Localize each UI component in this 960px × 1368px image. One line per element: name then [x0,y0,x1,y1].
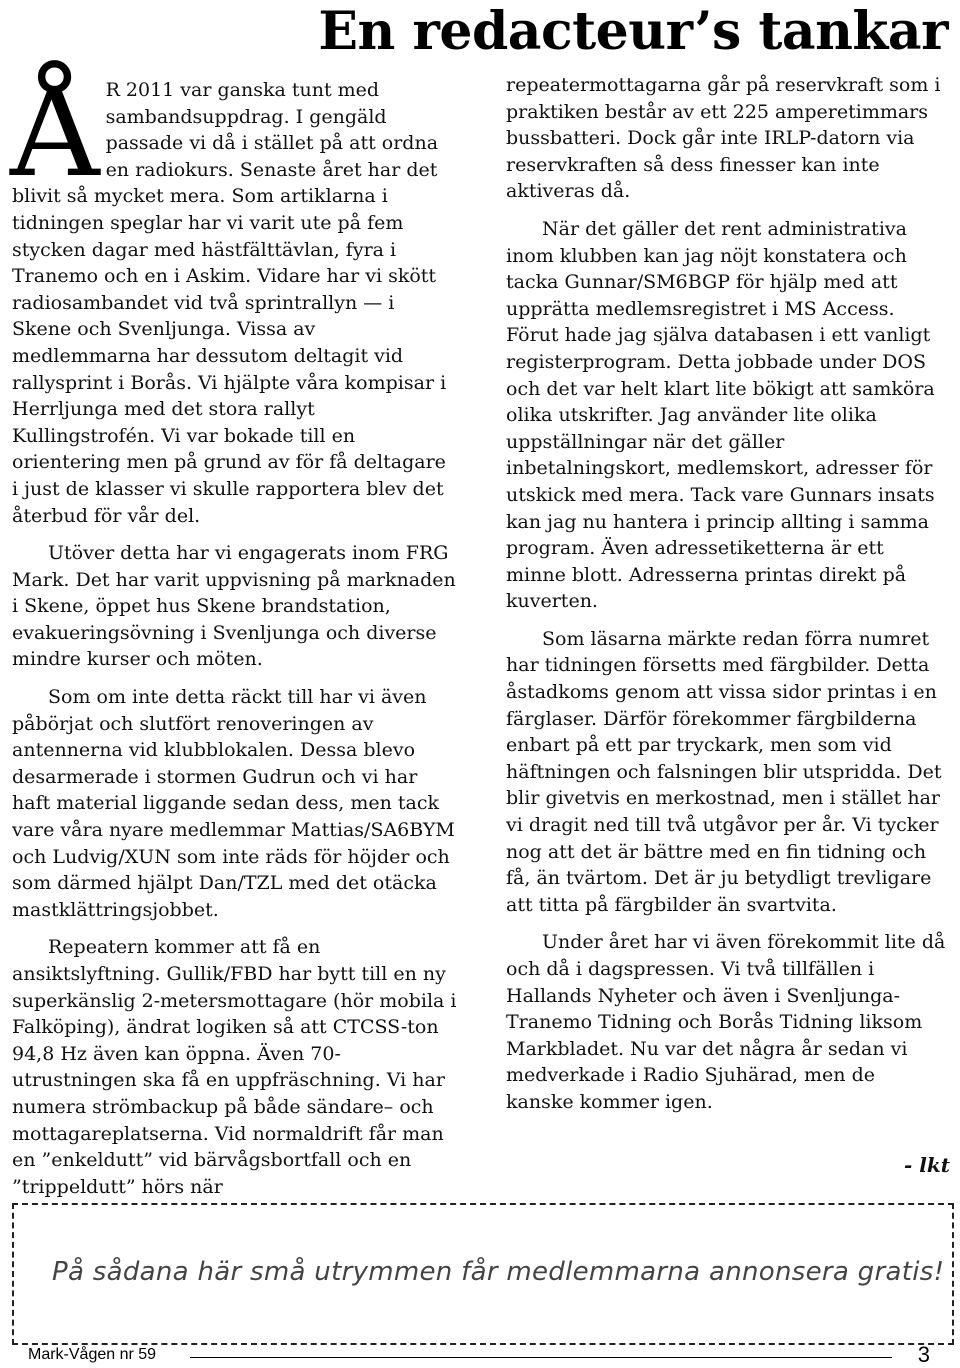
article-paragraph [10,61,458,529]
author-signature: - lkt [904,1153,950,1177]
paragraph-text: R 2011 var ganska tunt med sambandsuppdrag. I gengäld passade vi då i stället på att ordna en radiokurs. Senaste året har det blivit så mycket mera. Som artiklarna i tidningen speglar har vi varit ute på fem stycken dagar med hästfälttävlan, fyra i Tranemo och en i Askim. Vidare har vi skött radiosambandet vid två sprintrallyn — i Skene och Svenljunga. Vissa av medlemmarna har dessutom deltagit vid rallysprint i Borås. Vi hjälpte våra kompisar i Herrljunga med det stora rallyt Kullingstrofén. Vi var bokade till en orientering men på grund av för få deltagare i just de klasser vi skulle rapportera blev det återbud för vår del. [12,79,447,527]
footer-publication: Mark-Vågen nr 59 [28,1346,157,1363]
drop-cap: Å [10,61,100,205]
page-number: 3 [917,1342,930,1367]
article-paragraph: När det gäller det rent administrativa inom klubben kan jag nöjt konstatera och tacka Gunnar/SM6BGP för hjälp med att upprätta medlemsregistret i MS Access. Förut hade jag själva databasen i ett vanligt registerprogram. Detta jobbade under DOS och det var helt klart lite bökigt att samköra olika utskrifter. Jag använder lite olika uppställningar när det gäller inbetalningskort, medlemskort, adresser för utskick med mera. Tack vare Gunnars insats kan jag nu hantera i princip allting i samma program. Även adressetiketterna är ett minne blott. Adresserna printas direkt på kuverten. [506,217,935,613]
article-title: En redacteur’s tankar [318,1,948,62]
article-paragraph: repeatermottagarna går på reservkraft som i praktiken består av ett 225 amperetimmars bussbatteri. Dock går inte IRLP-datorn via reservkraften så dess finesser kan inte aktiveras då. [506,74,941,203]
article-paragraph: Repeatern kommer att få en ansiktslyftning. Gullik/FBD har bytt till en ny superkänslig 2-metersmottagare (hör mobila i Falköping), ändrat logiken så att CTCSS-ton 94,8 Hz även kan öppna. Även 70-utrustningen ska få en uppfräschning. Vi har numera strömbackup på både sändare– och mottagareplatserna. Vid normaldrift får man en ”enkeldutt” vid bärvågsbortfall och en ”trippeldutt” hörs när [12,936,457,1198]
ad-text: På sådana här små utrymmen får medlemmarna annonsera gratis! [52,1257,945,1287]
classified-ad-box [12,1203,954,1345]
article-paragraph: Under året har vi även förekommit lite då och då i dagspressen. Vi två tillfällen i Hallands Nyheter och även i Svenljunga-Tranemo Tidning och Borås Tidning liksom Markbladet. Nu var det några år sedan vi medverkade i Radio Sjuhärad, men de kanske kommer igen. [506,931,946,1113]
article-paragraph: Som om inte detta räckt till har vi även påbörjat och slutfört renoveringen av antennerna vid klubblokalen. Dessa blevo desarmerade i stormen Gudrun och vi har haft material liggande sedan dess, men tack vare våra nyare medlemmar Mattias/SA6BYM och Ludvig/XUN som inte räds för höjder och som därmed hjälpt Dan/TZL med det otäcka mastklättringsjobbet. [12,686,455,921]
article-paragraph: Som läsarna märkte redan förra numret har tidningen försetts med färgbilder. Detta åstadkoms genom att vissa sidor printas i en färglaser. Därför förekommer färgbilderna enbart på ett par tryckark, men som vid häftningen och falsningen blir utspridda. Det blir givetvis en merkostnad, men i stället har vi dragit ned till två utgåvor per år. Vi tycker nog att det är bättre med en fin tidning och få, än tvärtom. Det är ju betydligt trevligare att titta på färgbilder än svartvita. [506,627,942,916]
article-paragraph: Utöver detta har vi engagerats inom FRG Mark. Det har varit uppvisning på marknaden i Skene, öppet hus Skene brandstation, evakueringsövning i Svenljunga och diverse mindre kurser och möten. [12,542,456,671]
left-column [10,61,458,1211]
right-column [506,72,946,1127]
footer-divider [190,1357,892,1358]
